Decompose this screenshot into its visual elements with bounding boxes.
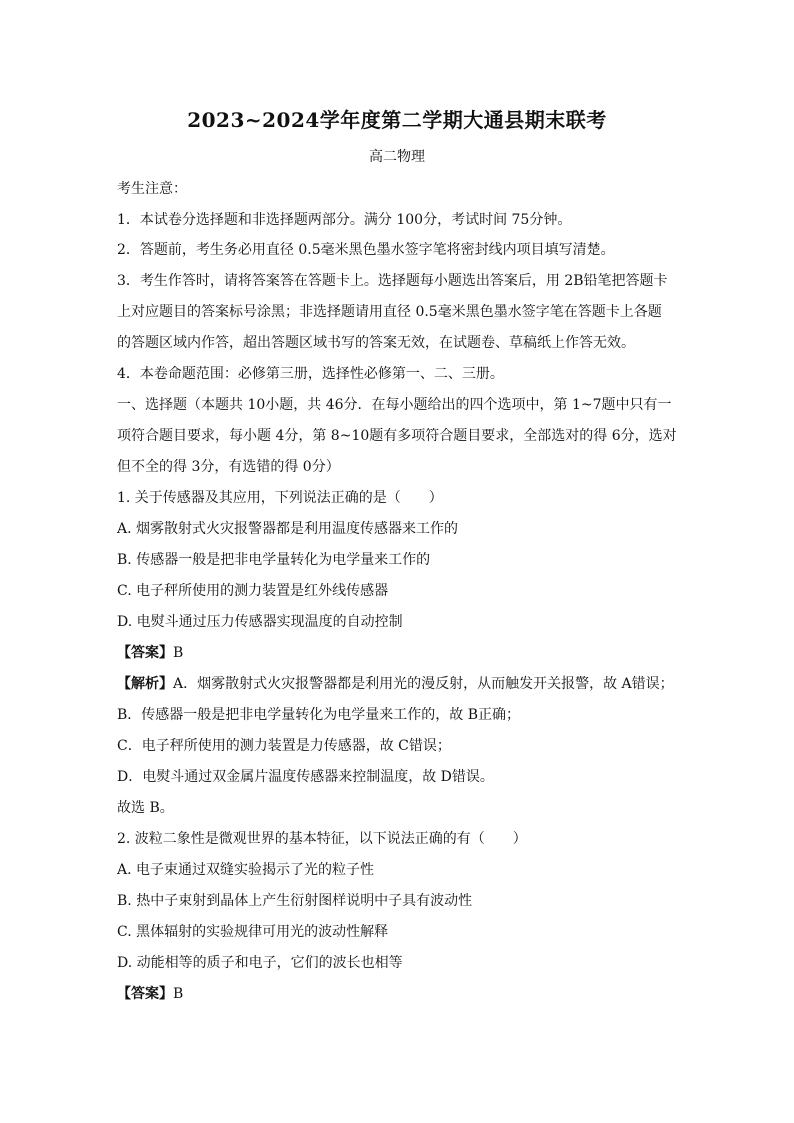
notice-heading: 考生注意： — [117, 181, 187, 197]
analysis-text: D．电熨斗通过双金属片温度传感器来控制温度，故 D错误。 — [117, 769, 494, 785]
option-c: C. 电子秤所使用的测力装置是红外线传感器 — [117, 583, 389, 599]
answer-line — [117, 985, 183, 1003]
option-a: A. 电子束通过双缝实验揭示了光的粒子性 — [117, 862, 375, 878]
notice-item: 2．答题前，考生务必用直径 0.5毫米黑色墨水签字笔将密封线内项目填写清楚。 — [117, 242, 615, 258]
answer-label: 【答案】 — [117, 645, 173, 661]
analysis-line — [117, 675, 674, 693]
question-stem: 1. 关于传感器及其应用，下列说法正确的是（ ） — [117, 490, 443, 506]
option-d: D. 动能相等的质子和电子，它们的波长也相等 — [117, 955, 403, 971]
answer-value: B — [173, 986, 184, 1002]
question-stem: 2. 波粒二象性是微观世界的基本特征，以下说法正确的有（ ） — [117, 831, 527, 847]
analysis-label: 【解析】 — [117, 676, 173, 692]
option-d: D. 电熨斗通过压力传感器实现温度的自动控制 — [117, 614, 403, 630]
answer-line — [117, 644, 183, 662]
notice-item: 3．考生作答时，请将答案答在答题卡上。选择题每小题选出答案后，用 2B铅笔把答题卡 — [117, 273, 668, 289]
analysis-text: C．电子秤所使用的测力装置是力传感器，故 C错误； — [117, 738, 451, 754]
page-title: 2023~2024学年度第二学期大通县期末联考 — [187, 108, 607, 132]
notice-item: 上对应题目的答案标号涂黑；非选择题请用直径 0.5毫米黑色墨水签字笔在答题卡上各题 — [117, 304, 662, 320]
answer-label: 【答案】 — [117, 986, 173, 1002]
page-subtitle: 高二物理 — [369, 149, 425, 165]
section-heading: 一、选择题（本题共 10小题，共 46分．在每小题给出的四个选项中，第 1~7题中只有一 — [117, 397, 672, 413]
option-c: C. 黑体辐射的实验规律可用光的波动性解释 — [117, 924, 389, 940]
answer-value: B — [173, 645, 184, 661]
section-heading: 项符合题目要求，每小题 4分，第 8~10题有多项符合题目要求，全部选对的得 6分，选对 — [117, 428, 677, 444]
option-b: B. 热中子束射到晶体上产生衍射图样说明中子具有波动性 — [117, 893, 473, 909]
analysis-text: B．传感器一般是把非电学量转化为电学量来工作的，故 B正确； — [117, 707, 521, 723]
notice-item: 的答题区域内作答，超出答题区域书写的答案无效，在试题卷、草稿纸上作答无效。 — [117, 335, 635, 351]
notice-item: 1．本试卷分选择题和非选择题两部分。满分 100分，考试时间 75分钟。 — [117, 212, 572, 228]
analysis-conclusion: 故选 B。 — [117, 800, 174, 816]
option-a: A. 烟雾散射式火灾报警器都是利用温度传感器来工作的 — [117, 521, 459, 537]
section-heading: 但不全的得 3分，有选错的得 0分） — [117, 459, 340, 475]
notice-item: 4．本卷命题范围：必修第三册，选择性必修第一、二、三册。 — [117, 366, 504, 382]
option-b: B. 传感器一般是把非电学量转化为电学量来工作的 — [117, 552, 431, 568]
analysis-text: A．烟雾散射式火灾报警器都是利用光的漫反射，从而触发开关报警，故 A错误； — [173, 676, 674, 692]
